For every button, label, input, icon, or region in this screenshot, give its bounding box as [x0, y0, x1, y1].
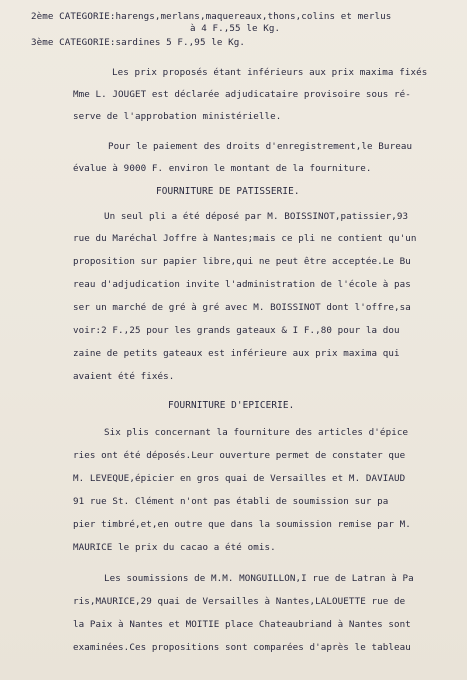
text-line: serve de l'approbation ministérielle.: [73, 111, 282, 122]
text-line: Pour le paiement des droits d'enregistrement,le Bureau: [108, 141, 413, 152]
text-line: à 4 F.,55 le Kg.: [190, 23, 281, 34]
text-line: évalue à 9000 F. environ le montant de la fourniture.: [73, 163, 372, 174]
text-line: pier timbré,et,en outre que dans la soumission remise par M.: [73, 519, 411, 530]
section-heading: FOURNITURE D'EPICERIE.: [168, 400, 295, 411]
text-line: proposition sur papier libre,qui ne peut être acceptée.Le Bu: [73, 256, 411, 267]
text-line: ris,MAURICE,29 quai de Versailles à Nantes,LALOUETTE rue de: [73, 596, 406, 607]
text-line: examinées.Ces propositions sont comparées d'après le tableau: [73, 642, 411, 653]
text-line: Les prix proposés étant inférieurs aux prix maxima fixés: [112, 67, 428, 78]
section-heading: FOURNITURE DE PATISSERIE.: [156, 186, 300, 197]
text-line: 91 rue St. Clément n'ont pas établi de soumission sur pa: [73, 496, 389, 507]
text-line: Six plis concernant la fourniture des articles d'épice: [104, 427, 409, 438]
text-line: Un seul pli a été déposé par M. BOISSINOT,patissier,93: [104, 211, 409, 222]
text-line: voir:2 F.,25 pour les grands gateaux & I F.,80 pour la dou: [73, 325, 400, 336]
text-line: la Paix à Nantes et MOITIE place Chateaubriand à Nantes sont: [73, 619, 411, 630]
text-line: reau d'adjudication invite l'administration de l'école à pas: [73, 279, 411, 290]
text-line: Les soumissions de M.M. MONGUILLON,I rue de Latran à Pa: [104, 573, 414, 584]
text-line: M. LEVEQUE,épicier en gros quai de Versailles et M. DAVIAUD: [73, 473, 406, 484]
text-line: ries ont été déposés.Leur ouverture permet de constater que: [73, 450, 406, 461]
text-line: rue du Maréchal Joffre à Nantes;mais ce pli ne contient qu'un: [73, 233, 417, 244]
text-line: avaient été fixés.: [73, 371, 175, 382]
text-line: zaine de petits gateaux est inférieure aux prix maxima qui: [73, 348, 400, 359]
text-line: 3ème CATEGORIE:sardines 5 F.,95 le Kg.: [31, 37, 245, 48]
text-line: MAURICE le prix du cacao a été omis.: [73, 542, 276, 553]
text-line: Mme L. JOUGET est déclarée adjudicataire provisoire sous ré-: [73, 89, 411, 100]
text-line: 2ème CATEGORIE:harengs,merlans,maquereaux,thons,colins et merlus: [31, 11, 392, 22]
text-line: ser un marché de gré à gré avec M. BOISSINOT dont l'offre,sa: [73, 302, 411, 313]
